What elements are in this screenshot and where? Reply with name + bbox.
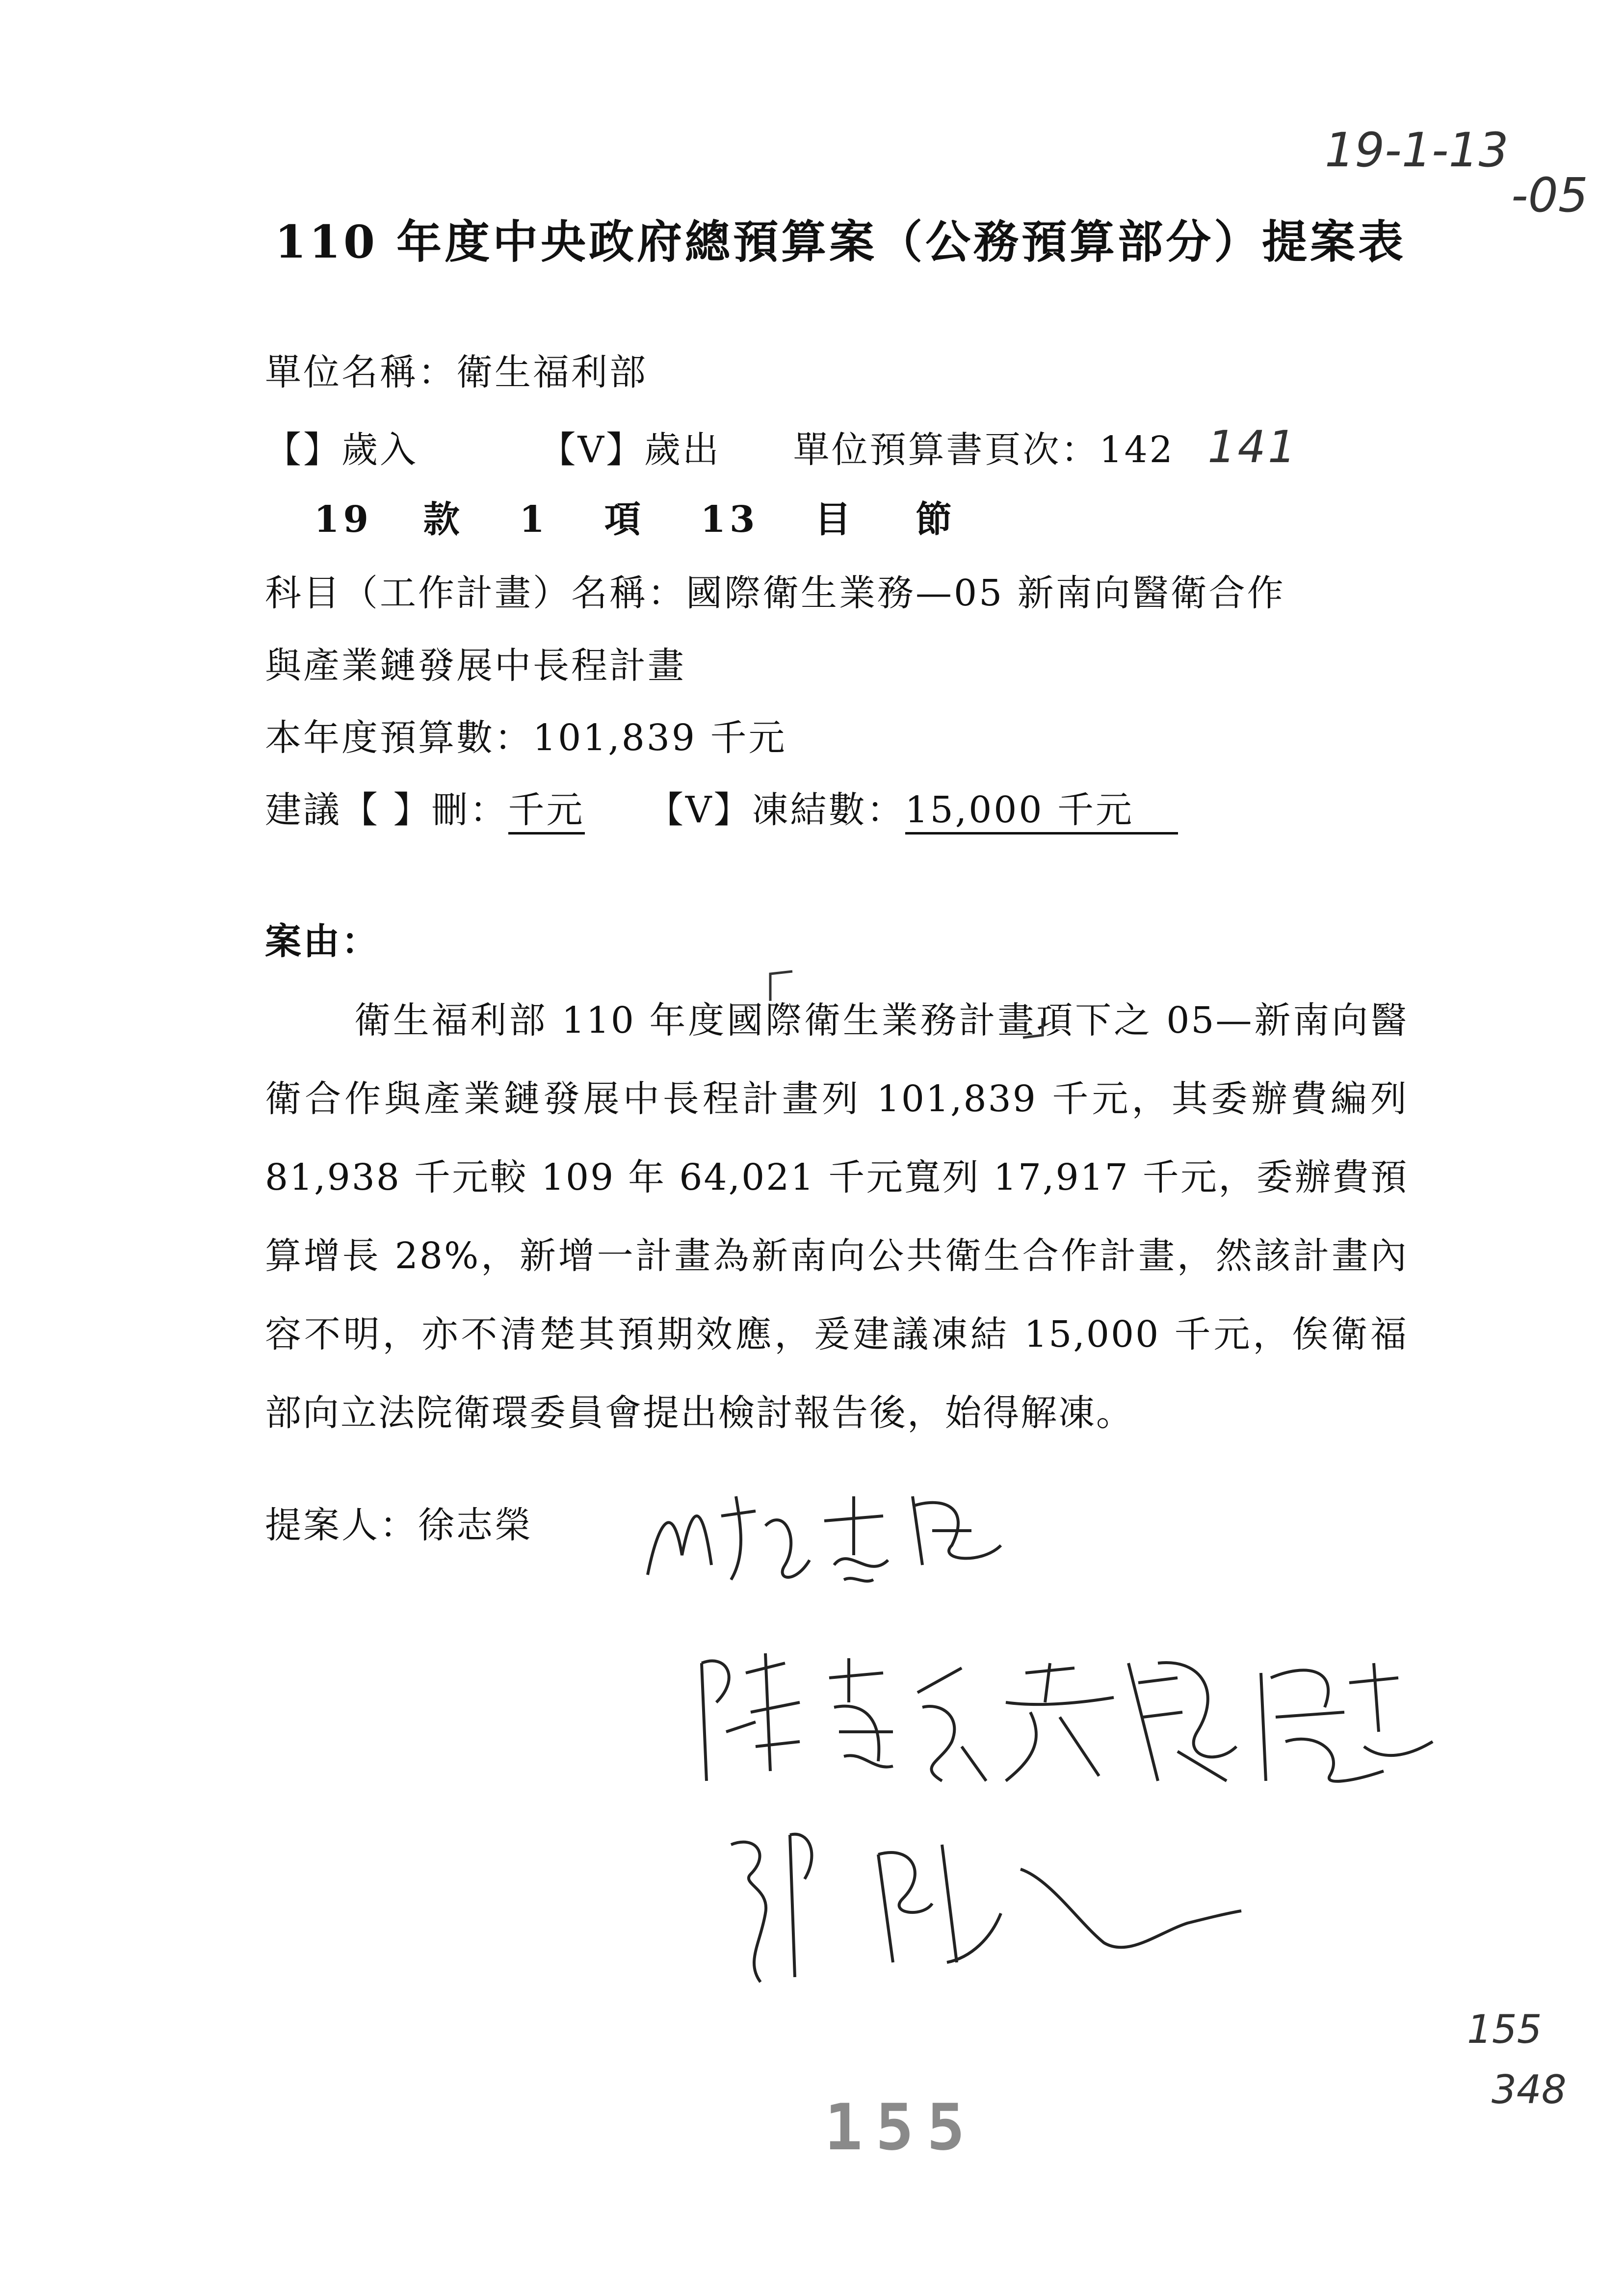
proposer-label: 提案人： <box>265 1504 418 1546</box>
reason-heading: 案由： <box>265 920 380 963</box>
suggestion-prefix: 建議【 】刪： <box>265 789 508 831</box>
expense-checkbox: 【V】歲出 <box>539 429 721 471</box>
insertion-mark <box>765 969 795 1003</box>
budget-page-handwritten: 141 <box>1207 421 1298 473</box>
proposer-name: 徐志榮 <box>418 1504 533 1546</box>
signature-1 <box>638 1467 1011 1594</box>
proposer-line <box>265 1496 533 1548</box>
budget-amount-line <box>265 709 787 761</box>
insertion-mark-end <box>1021 1016 1050 1045</box>
suggestion-line <box>265 781 1178 833</box>
signature-3 <box>716 1815 1246 1992</box>
budget-amount-value: 101,839 千元 <box>533 717 787 759</box>
section-line <box>314 491 956 543</box>
subject-line2: 與產業鏈發展中長程計畫 <box>265 645 686 687</box>
reason-paragraph <box>265 981 1408 1452</box>
section-mu-label: 目 <box>814 498 855 541</box>
revenue-expense-line <box>265 421 1298 473</box>
reason-text: 衛生福利部 110 年度國際衛生業務計畫項下之 05—新南向醫衛合作與產業鏈發展中長程計畫列 101,839 千元，其委辦費編列 81,938 千元較 109 年 64,021 千元寬列 17,917 千元，委辦費預算增長 28%，新增一計畫為新南向公共衛生合作計畫，然該計畫內容不明，亦不清楚其預期效應，爰建議凍結 15,000 千元，俟衛福部向立法院衛環委員會提出檢討報告後，始得解凍。 <box>265 999 1408 1434</box>
budget-page-value: 142 <box>1099 429 1175 471</box>
section-mu: 13 <box>700 498 759 541</box>
margin-note-line2: 348 <box>1492 2067 1567 2113</box>
section-kuan-label: 款 <box>423 498 464 541</box>
margin-note-line1: 155 <box>1467 2007 1542 2052</box>
section-kuan: 19 <box>314 498 372 541</box>
freeze-checkbox: 【V】凍結數： <box>647 789 905 831</box>
page-number: 155 <box>824 2090 978 2165</box>
revenue-checkbox: 【】歲入 <box>265 429 418 471</box>
budget-page-label: 單位預算書頁次： <box>793 429 1100 471</box>
unit-line <box>265 343 648 395</box>
corner-note-line2: -05 <box>1511 168 1588 223</box>
page-title: 110 年度中央政府總預算案（公務預算部分）提案表 <box>275 215 1407 268</box>
unit-label: 單位名稱： <box>265 351 456 393</box>
section-jie-label: 節 <box>916 498 956 541</box>
unit-value: 衛生福利部 <box>456 351 648 393</box>
budget-amount-label: 本年度預算數： <box>265 717 533 759</box>
subject-line1: 科目（工作計畫）名稱：國際衛生業務—05 新南向醫衛合作 <box>265 572 1285 614</box>
signature-2 <box>687 1634 1452 1800</box>
freeze-value: 15,000 千元 <box>905 789 1178 835</box>
section-xiang-label: 項 <box>604 498 645 541</box>
margin-note <box>1467 2007 1567 2113</box>
delete-value: 千元 <box>508 789 585 835</box>
section-xiang: 1 <box>519 498 549 541</box>
corner-note-line1: 19-1-13 <box>1325 123 1509 178</box>
